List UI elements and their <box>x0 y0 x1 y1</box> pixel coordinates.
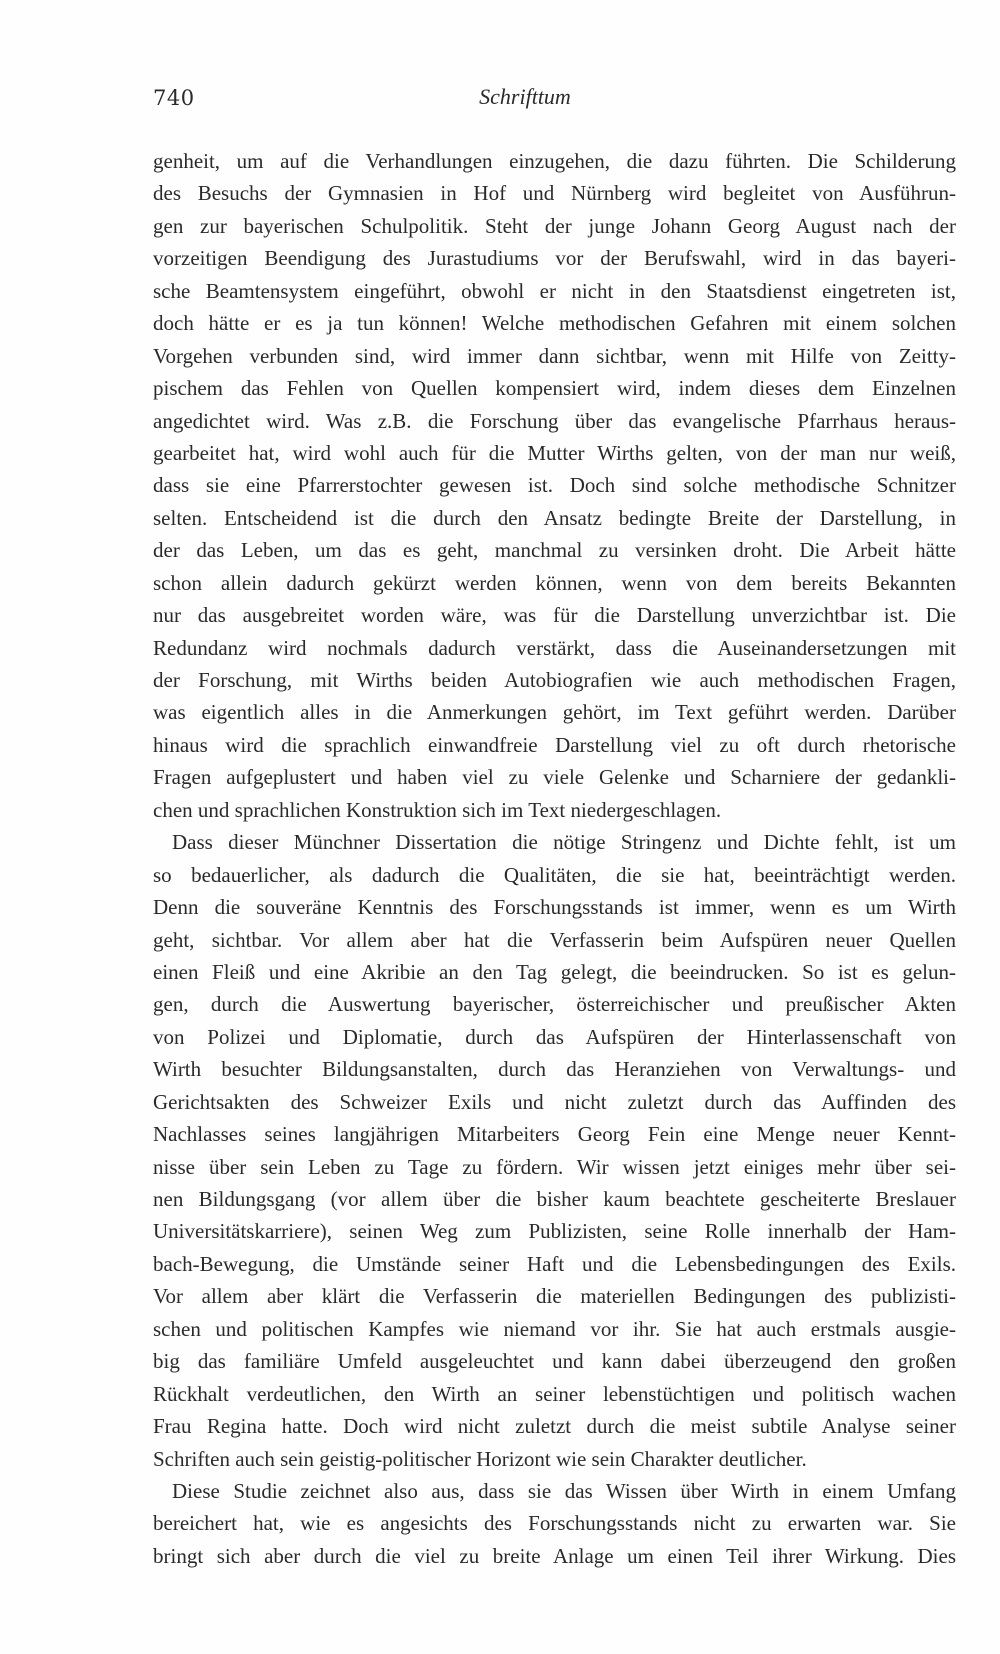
text-line: Vorgehen verbunden sind, wird immer dann sichtbar, wenn mit Hilfe von Zeitty- <box>153 343 956 368</box>
text-line: Vor allem aber klärt die Verfasserin die materiellen Bedingungen des publizisti- <box>153 1284 956 1309</box>
text-line: genheit, um auf die Verhandlungen einzugehen, die dazu führten. Die Schilderung <box>153 149 956 173</box>
text-line: doch hätte er es ja tun können! Welche methodischen Gefahren mit einem solchen <box>153 311 956 336</box>
text-line: nisse über sein Leben zu Tage zu fördern. Wir wissen jetzt einiges mehr über sei- <box>153 1154 956 1179</box>
text-line: der Forschung, mit Wirths beiden Autobiografien wie auch methodischen Fragen, <box>153 668 956 692</box>
text-line: big das familiäre Umfeld ausgeleuchtet und kann dabei überzeugend den großen <box>153 1349 956 1374</box>
text-line: schen und politischen Kampfes wie niemand vor ihr. Sie hat auch erstmals ausgie- <box>153 1316 956 1341</box>
text-line: bringt sich aber durch die viel zu breite Anlage um einen Teil ihrer Wirkung. Dies <box>153 1543 956 1568</box>
text-line: der das Leben, um das es geht, manchmal zu versinken droht. Die Arbeit hätte <box>153 538 956 563</box>
text-line: so bedauerlicher, als dadurch die Qualitäten, die sie hat, beeinträchtigt werden. <box>153 862 956 887</box>
text-line: geht, sichtbar. Vor allem aber hat die Verfasserin beim Aufspüren neuer Quellen <box>153 927 956 952</box>
text-line: vorzeitigen Beendigung des Jurastudiums vor der Berufswahl, wird in das bayeri- <box>153 246 956 271</box>
text-line: gearbeitet hat, wird wohl auch für die Mutter Wirths gelten, von der man nur weiß, <box>153 440 956 465</box>
text-line: Nachlasses seines langjährigen Mitarbeiters Georg Fein eine Menge neuer Kennt- <box>153 1122 956 1147</box>
text-line: Schriften auch sein geistig-politischer Horizont wie sein Charakter deutlicher. <box>153 1446 807 1471</box>
text-line: Wirth besuchter Bildungsanstalten, durch das Heranziehen von Verwaltungs- und <box>153 1057 956 1082</box>
running-head: Schrifttum <box>479 84 571 109</box>
text-line: pischem das Fehlen von Quellen kompensiert wird, indem dieses dem Einzelnen <box>153 376 956 401</box>
text-line: Rückhalt verdeutlichen, den Wirth an seiner lebenstüchtigen und politisch wachen <box>153 1381 956 1406</box>
text-line: Fragen aufgeplustert und haben viel zu viele Gelenke und Scharniere der gedankli- <box>153 765 956 790</box>
text-line: Diese Studie zeichnet also aus, dass sie das Wissen über Wirth in einem Umfang <box>172 1478 956 1503</box>
text-line: einen Fleiß und eine Akribie an den Tag gelegt, die beeindrucken. So ist es gelun- <box>153 959 956 984</box>
text-line: Gerichtsakten des Schweizer Exils und nicht zuletzt durch das Auffinden des <box>153 1089 956 1114</box>
page-number: 740 <box>153 86 195 110</box>
text-line: gen, durch die Auswertung bayerischer, österreichischer und preußischer Akten <box>153 992 956 1017</box>
text-line: von Polizei und Diplomatie, durch das Aufspüren der Hinterlassenschaft von <box>153 1024 956 1049</box>
body-text <box>153 145 956 1572</box>
text-line: sche Beamtensystem eingeführt, obwohl er nicht in den Staatsdienst eingetreten ist, <box>153 278 956 303</box>
text-line: Frau Regina hatte. Doch wird nicht zuletzt durch die meist subtile Analyse seiner <box>153 1414 956 1439</box>
text-line: was eigentlich alles in die Anmerkungen gehört, im Text geführt werden. Darüber <box>153 700 956 725</box>
text-line: Universitätskarriere), seinen Weg zum Publizisten, seine Rolle innerhalb der Ham- <box>153 1219 956 1244</box>
text-line: Denn die souveräne Kenntnis des Forschungsstands ist immer, wenn es um Wirth <box>153 895 956 920</box>
text-line: gen zur bayerischen Schulpolitik. Steht der junge Johann Georg August nach der <box>153 213 956 238</box>
text-line: bach-Bewegung, die Umstände seiner Haft und die Lebensbedingungen des Exils. <box>153 1251 956 1276</box>
text-line: dass sie eine Pfarrerstochter gewesen ist. Doch sind solche methodische Schnitzer <box>153 473 956 498</box>
text-line: des Besuchs der Gymnasien in Hof und Nürnberg wird begleitet von Ausführun- <box>153 181 956 206</box>
text-line: selten. Entscheidend ist die durch den Ansatz bedingte Breite der Darstellung, in <box>153 505 956 530</box>
text-line: chen und sprachlichen Konstruktion sich im Text niedergeschlagen. <box>153 797 722 822</box>
text-line: angedichtet wird. Was z.B. die Forschung über das evangelische Pfarrhaus heraus- <box>153 408 956 433</box>
text-line: schon allein dadurch gekürzt werden können, wenn von dem bereits Bekannten <box>153 570 956 595</box>
text-line: nen Bildungsgang (vor allem über die bisher kaum beachtete gescheiterte Breslauer <box>153 1187 956 1211</box>
text-line: Dass dieser Münchner Dissertation die nötige Stringenz und Dichte fehlt, ist um <box>172 830 956 855</box>
text-line: nur das ausgebreitet worden wäre, was für die Darstellung unverzichtbar ist. Die <box>153 603 956 628</box>
text-line: bereichert hat, wie es angesichts des Forschungsstands nicht zu erwarten war. Sie <box>153 1511 956 1536</box>
text-line: hinaus wird die sprachlich einwandfreie Darstellung viel zu oft durch rhetorische <box>153 732 956 757</box>
text-line: Redundanz wird nochmals dadurch verstärkt, dass die Auseinandersetzungen mit <box>153 635 956 660</box>
